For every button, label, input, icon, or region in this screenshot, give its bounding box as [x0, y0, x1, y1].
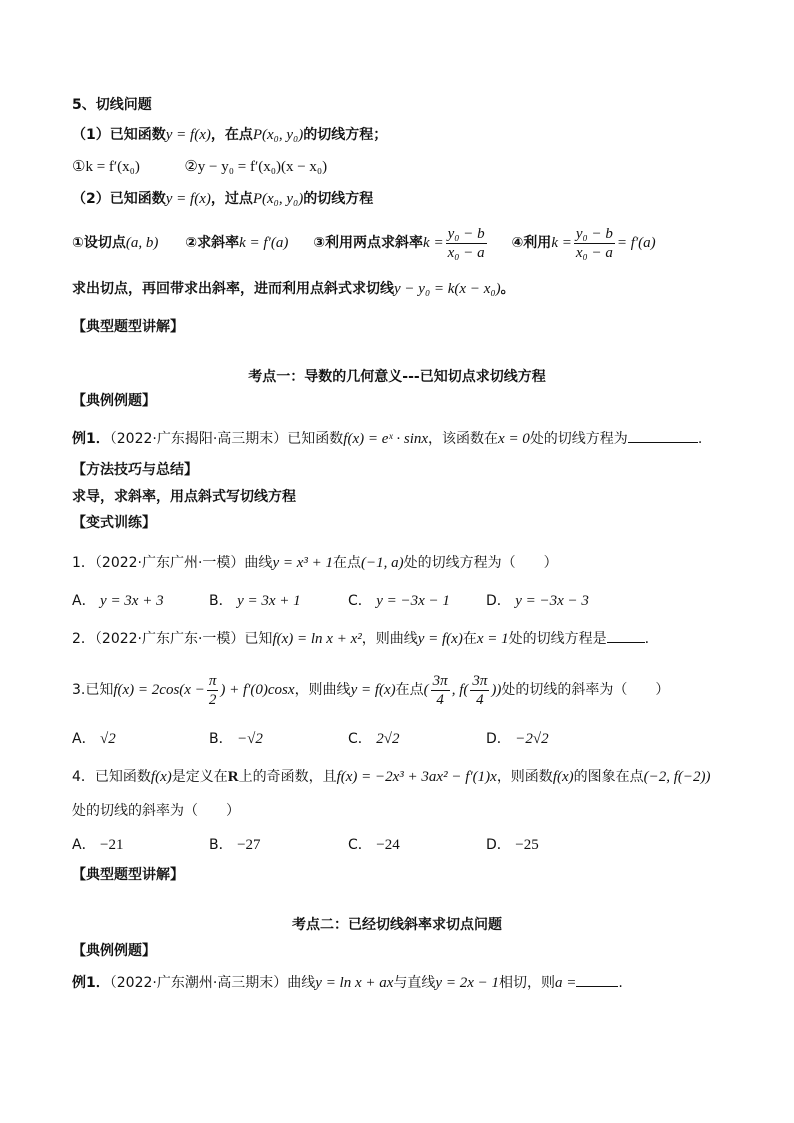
text: 处的切线方程是 — [508, 631, 607, 647]
method-text: 求导，求斜率，用点斜式写切线方程 — [72, 489, 296, 505]
math: f(x) — [150, 769, 172, 785]
math: y = x³ + 1 — [272, 555, 333, 571]
fraction — [207, 672, 219, 709]
text: ④利用 — [511, 235, 552, 251]
text: 3.已知 — [72, 682, 114, 698]
fraction — [431, 672, 450, 709]
text: ，则函数 — [496, 769, 553, 785]
option-b[interactable] — [209, 834, 261, 856]
question-4-line-2: 处的切线的斜率为（ ） — [72, 803, 240, 819]
option-value: −√2 — [237, 731, 263, 747]
text: 在点 — [333, 555, 361, 571]
denominator: x₀ − a — [447, 244, 485, 261]
math: (a, b) — [125, 235, 159, 251]
math: f(x) — [552, 769, 574, 785]
option-label: C． — [348, 731, 372, 747]
option-label: C． — [348, 593, 372, 609]
option-label: B． — [209, 593, 233, 609]
fraction — [470, 672, 489, 709]
text: 4．已知函数 — [72, 769, 151, 785]
text: （2022·广东潮州·高三期末）曲线 — [109, 975, 316, 991]
formula-2: ②y − y₀ = f′(x₀)(x − x₀) — [184, 159, 328, 175]
example-label: 例1． — [72, 975, 110, 991]
math: P(x₀, y₀) — [252, 127, 304, 143]
text: ②求斜率 — [185, 235, 240, 251]
question-2 — [72, 628, 649, 650]
option-value: −27 — [237, 837, 261, 853]
fraction — [446, 225, 487, 262]
method-heading: 【方法技巧与总结】 — [72, 462, 198, 478]
math: y = f(x) — [417, 631, 463, 647]
text: ，则曲线 — [361, 631, 418, 647]
answer-blank[interactable] — [607, 628, 645, 643]
option-value: 2√2 — [376, 731, 400, 747]
text: 上的奇函数，且 — [238, 769, 337, 785]
numerator: π — [208, 672, 217, 689]
text: 处的切线方程为（ ） — [403, 555, 558, 571]
option-label: B． — [209, 731, 233, 747]
text: 的图象在点 — [573, 769, 644, 785]
option-label: A． — [72, 837, 96, 853]
math: y = ln x + ax — [315, 975, 394, 991]
text: 处的切线的斜率为（ ） — [501, 682, 670, 698]
math: a = — [554, 975, 577, 991]
math: x = 0 — [498, 431, 530, 447]
question-1 — [72, 552, 558, 574]
denominator: x₀ − a — [575, 244, 613, 261]
option-label: D． — [486, 593, 511, 609]
steps-line — [72, 224, 656, 262]
text: 在 — [462, 631, 477, 647]
option-a[interactable] — [72, 590, 164, 612]
option-label: A． — [72, 593, 96, 609]
math: y = f(x) — [165, 127, 211, 143]
text: 的切线方程； — [303, 127, 388, 143]
math: f(x) = ln x + x² — [272, 631, 362, 647]
typical-heading: 【典型题型讲解】 — [72, 319, 184, 335]
point-tangent-line — [72, 124, 387, 146]
option-c[interactable] — [348, 728, 399, 750]
text: 相切，则 — [498, 975, 555, 991]
summary-line — [72, 278, 515, 300]
text: 是定义在 — [171, 769, 228, 785]
option-label: B． — [209, 837, 233, 853]
text: 的切线方程 — [303, 191, 374, 207]
math: y = f(x) — [165, 191, 211, 207]
option-label: C． — [348, 837, 372, 853]
text: 。 — [500, 281, 515, 297]
formula-line — [72, 156, 327, 178]
text: 在点 — [395, 682, 424, 698]
denominator: 2 — [208, 691, 217, 708]
text: 2．（2022·广东广东·一模）已知 — [72, 631, 273, 647]
option-value: −24 — [376, 837, 400, 853]
math: k = — [423, 235, 444, 251]
text: （2）已知函数 — [72, 191, 166, 207]
text: ①设切点 — [72, 235, 126, 251]
math: , f( — [451, 682, 469, 698]
text: . — [644, 631, 650, 647]
math: P(x₀, y₀) — [252, 191, 304, 207]
numerator: 3π — [432, 672, 448, 689]
option-value: −21 — [100, 837, 124, 853]
text: 处的切线方程为 — [529, 431, 628, 447]
text: ③利用两点求斜率 — [313, 235, 424, 251]
example-2 — [72, 972, 623, 994]
example-label: 例1． — [72, 431, 110, 447]
math: y − y₀ = k(x − x₀) — [394, 281, 501, 297]
answer-blank[interactable] — [576, 972, 618, 987]
typical-heading: 【典型题型讲解】 — [72, 867, 184, 883]
option-value: y = 3x + 3 — [100, 593, 164, 609]
option-b[interactable] — [209, 728, 263, 750]
example-heading: 【典例例题】 — [72, 393, 156, 409]
option-d[interactable] — [486, 728, 549, 750]
numerator: 3π — [472, 672, 488, 689]
section-title: 5、切线问题 — [72, 97, 152, 113]
math: )) — [491, 682, 502, 698]
section-heading-1: 考点一：导数的几何意义---已知切点求切线方程 — [248, 369, 546, 385]
through-point-line — [72, 188, 373, 210]
question-4 — [72, 766, 711, 788]
option-value: y = −3x − 1 — [376, 593, 450, 609]
math: ( — [423, 682, 429, 698]
math: y = 2x − 1 — [435, 975, 499, 991]
math: (−2, f(−2)) — [643, 769, 711, 785]
option-value: −25 — [515, 837, 539, 853]
text: ，在点 — [210, 127, 253, 143]
example-1 — [72, 428, 702, 450]
math: (−1, a) — [361, 555, 404, 571]
math: ) + f′(0)cosx — [220, 682, 295, 698]
section-heading-2: 考点二：已经切线斜率求切点问题 — [292, 917, 502, 933]
question-3 — [72, 670, 669, 710]
formula-1: ①k = f′(x₀) — [72, 159, 140, 175]
option-a[interactable] — [72, 728, 116, 750]
math: k = f′(a) — [239, 235, 289, 251]
math: y = f(x) — [350, 682, 396, 698]
option-a[interactable] — [72, 834, 124, 856]
numerator: y₀ − b — [575, 225, 613, 242]
option-value: −2√2 — [515, 731, 549, 747]
text: . — [618, 975, 623, 991]
option-d[interactable] — [486, 590, 589, 612]
variant-heading: 【变式训练】 — [72, 515, 156, 531]
option-value: y = −3x − 3 — [515, 593, 589, 609]
numerator: y₀ − b — [447, 225, 485, 242]
step-3 — [313, 225, 488, 261]
option-c[interactable] — [348, 834, 400, 856]
answer-blank[interactable] — [628, 428, 698, 443]
text: （1）已知函数 — [72, 127, 166, 143]
math: f(x) = 2cos(x − — [113, 682, 205, 698]
step-1 — [72, 235, 158, 251]
text: 与直线 — [393, 975, 436, 991]
math: x = 1 — [476, 631, 509, 647]
text: ，该函数在 — [428, 431, 499, 447]
text: . — [697, 431, 703, 447]
math: f(x) = −2x³ + 3ax² − f′(1)x — [336, 769, 497, 785]
denominator: 4 — [476, 691, 484, 708]
fraction — [574, 225, 615, 262]
math: R — [227, 769, 239, 785]
option-value: √2 — [100, 731, 116, 747]
denominator: 4 — [436, 691, 444, 708]
step-2 — [185, 235, 288, 251]
option-d[interactable] — [486, 834, 539, 856]
math: f(x) = eˣ · sinx — [343, 431, 429, 447]
text: 1．（2022·广东广州·一模）曲线 — [72, 555, 273, 571]
step-4 — [511, 225, 656, 261]
text: ，则曲线 — [294, 682, 351, 698]
text: ，过点 — [210, 191, 253, 207]
option-b[interactable] — [209, 590, 301, 612]
option-label: D． — [486, 731, 511, 747]
option-c[interactable] — [348, 590, 450, 612]
example-heading: 【典例例题】 — [72, 943, 156, 959]
text: 求出切点，再回带求出斜率，进而利用点斜式求切线 — [72, 281, 394, 297]
text: （2022·广东揭阳·高三期末）已知函数 — [109, 431, 344, 447]
math: = f′(a) — [616, 235, 656, 251]
math: k = — [551, 235, 572, 251]
option-label: D． — [486, 837, 511, 853]
option-value: y = 3x + 1 — [237, 593, 301, 609]
option-label: A． — [72, 731, 96, 747]
